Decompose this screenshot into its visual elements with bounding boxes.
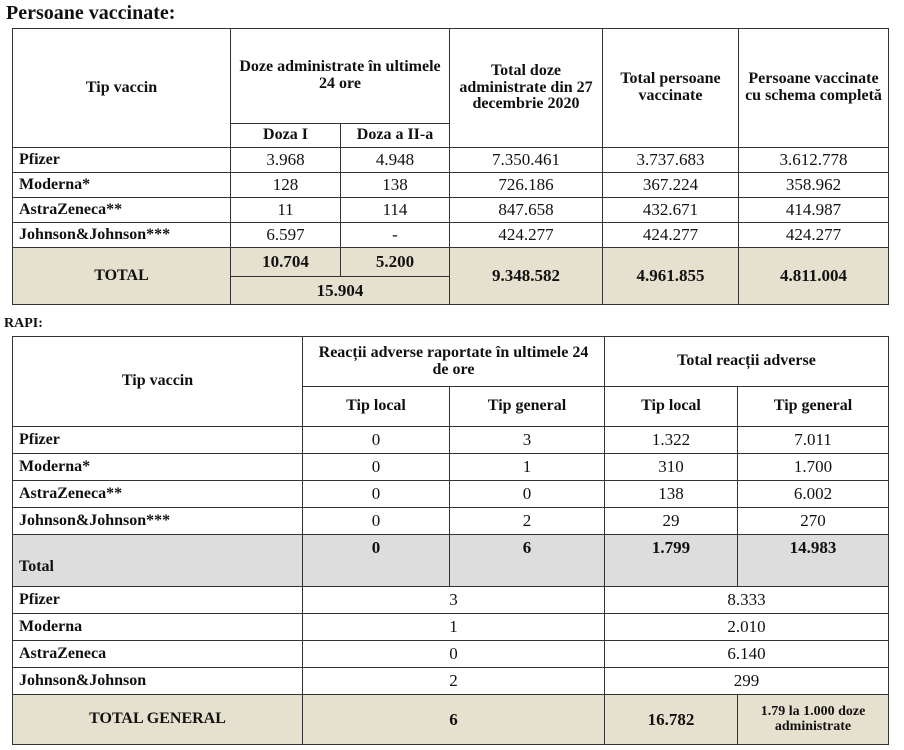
vaccine-name: Moderna* [13, 454, 303, 481]
cell-doza-1: 128 [231, 173, 341, 198]
table-row [13, 223, 889, 248]
total-general: 14.983 [738, 535, 889, 587]
cell-reactii-total: 299 [605, 668, 889, 695]
vaccine-name: Pfizer [13, 148, 231, 173]
header-tip-vaccin: Tip vaccin [13, 337, 303, 427]
vaccine-name: Johnson&Johnson*** [13, 508, 303, 535]
cell-doza-1: 11 [231, 198, 341, 223]
total-label: Total [13, 535, 303, 587]
title-persoane-vaccinate: Persoane vaccinate: [6, 2, 176, 24]
cell-local-24h: 0 [303, 427, 450, 454]
vaccine-name: AstraZeneca** [13, 481, 303, 508]
vaccine-name: Pfizer [13, 587, 303, 614]
table-row [13, 587, 889, 614]
cell-general-24h: 3 [450, 427, 605, 454]
cell-schema: 424.277 [739, 223, 889, 248]
cell-total-doze: 424.277 [450, 223, 603, 248]
cell-doza-1: 6.597 [231, 223, 341, 248]
total-general-24h: 6 [450, 535, 605, 587]
table-row [13, 148, 889, 173]
cell-total-doze: 726.186 [450, 173, 603, 198]
total-local: 1.799 [605, 535, 738, 587]
header-tip-general-24h: Tip general [450, 387, 605, 427]
header-doza-1: Doza I [231, 124, 341, 148]
vaccine-name: Moderna [13, 614, 303, 641]
cell-general-total: 7.011 [738, 427, 889, 454]
vaccine-name: Johnson&Johnson*** [13, 223, 231, 248]
cell-general-total: 270 [738, 508, 889, 535]
cell-reactii-24h: 2 [303, 668, 605, 695]
cell-general-24h: 0 [450, 481, 605, 508]
table-row [13, 427, 889, 454]
cell-total-doze: 7.350.461 [450, 148, 603, 173]
total-general-label: TOTAL GENERAL [13, 695, 303, 745]
table-row [13, 173, 889, 198]
cell-doza-2: - [341, 223, 450, 248]
cell-reactii-total: 6.140 [605, 641, 889, 668]
header-tip-local-24h: Tip local [303, 387, 450, 427]
vaccinated-table [12, 28, 889, 305]
header-schema-completa: Persoane vaccinate cu schema completă [739, 29, 889, 148]
cell-local-24h: 0 [303, 481, 450, 508]
cell-local-24h: 0 [303, 454, 450, 481]
total-local-24h: 0 [303, 535, 450, 587]
header-reactii-24h: Reacții adverse raportate în ultimele 24 de ore [303, 337, 605, 387]
total-label: TOTAL [13, 248, 231, 305]
total-persoane: 4.961.855 [603, 248, 739, 305]
cell-doza-2: 114 [341, 198, 450, 223]
cell-doza-2: 4.948 [341, 148, 450, 173]
table-row [13, 641, 889, 668]
table-row [13, 508, 889, 535]
cell-local-total: 29 [605, 508, 738, 535]
cell-general-total: 6.002 [738, 481, 889, 508]
total-doza-1: 10.704 [231, 248, 341, 277]
cell-reactii-24h: 1 [303, 614, 605, 641]
cell-total-persoane: 432.671 [603, 198, 739, 223]
rate-per-1000: 1.79 la 1.000 doze administrate [738, 695, 889, 745]
cell-doza-2: 138 [341, 173, 450, 198]
vaccine-name: AstraZeneca [13, 641, 303, 668]
cell-total-doze: 847.658 [450, 198, 603, 223]
total-doze: 9.348.582 [450, 248, 603, 305]
header-doza-2: Doza a II-a [341, 124, 450, 148]
cell-schema: 3.612.778 [739, 148, 889, 173]
header-doze-24h: Doze administrate în ultimele 24 ore [231, 29, 450, 124]
cell-reactii-24h: 0 [303, 641, 605, 668]
rapi-summary-table [12, 586, 889, 745]
total-doza-2: 5.200 [341, 248, 450, 277]
table-row [13, 614, 889, 641]
title-rapi: RAPI: [4, 316, 43, 331]
cell-reactii-24h: 3 [303, 587, 605, 614]
cell-local-total: 310 [605, 454, 738, 481]
header-total-reactii: Total reacții adverse [605, 337, 889, 387]
vaccine-name: Pfizer [13, 427, 303, 454]
cell-general-24h: 2 [450, 508, 605, 535]
header-total-doze: Total doze administrate din 27 decembrie 2020 [450, 29, 603, 148]
cell-general-24h: 1 [450, 454, 605, 481]
total-row [13, 248, 889, 277]
header-tip-vaccin: Tip vaccin [13, 29, 231, 148]
table-row [13, 198, 889, 223]
cell-local-total: 1.322 [605, 427, 738, 454]
table-row [13, 668, 889, 695]
cell-general-total: 1.700 [738, 454, 889, 481]
cell-total-persoane: 367.224 [603, 173, 739, 198]
cell-total-persoane: 3.737.683 [603, 148, 739, 173]
cell-total-persoane: 424.277 [603, 223, 739, 248]
header-total-persoane: Total persoane vaccinate [603, 29, 739, 148]
cell-doza-1: 3.968 [231, 148, 341, 173]
cell-schema: 358.962 [739, 173, 889, 198]
vaccine-name: Moderna* [13, 173, 231, 198]
total-general-row [13, 695, 889, 745]
total-general-reactii: 16.782 [605, 695, 738, 745]
total-schema: 4.811.004 [739, 248, 889, 305]
rapi-table [12, 336, 889, 587]
total-doze-24h: 15.904 [231, 277, 450, 305]
table-row [13, 481, 889, 508]
total-general-24h: 6 [303, 695, 605, 745]
cell-reactii-total: 2.010 [605, 614, 889, 641]
table-row [13, 454, 889, 481]
vaccine-name: Johnson&Johnson [13, 668, 303, 695]
cell-reactii-total: 8.333 [605, 587, 889, 614]
cell-local-total: 138 [605, 481, 738, 508]
cell-local-24h: 0 [303, 508, 450, 535]
header-tip-general-total: Tip general [738, 387, 889, 427]
vaccine-name: AstraZeneca** [13, 198, 231, 223]
total-row [13, 535, 889, 587]
cell-schema: 414.987 [739, 198, 889, 223]
header-tip-local-total: Tip local [605, 387, 738, 427]
